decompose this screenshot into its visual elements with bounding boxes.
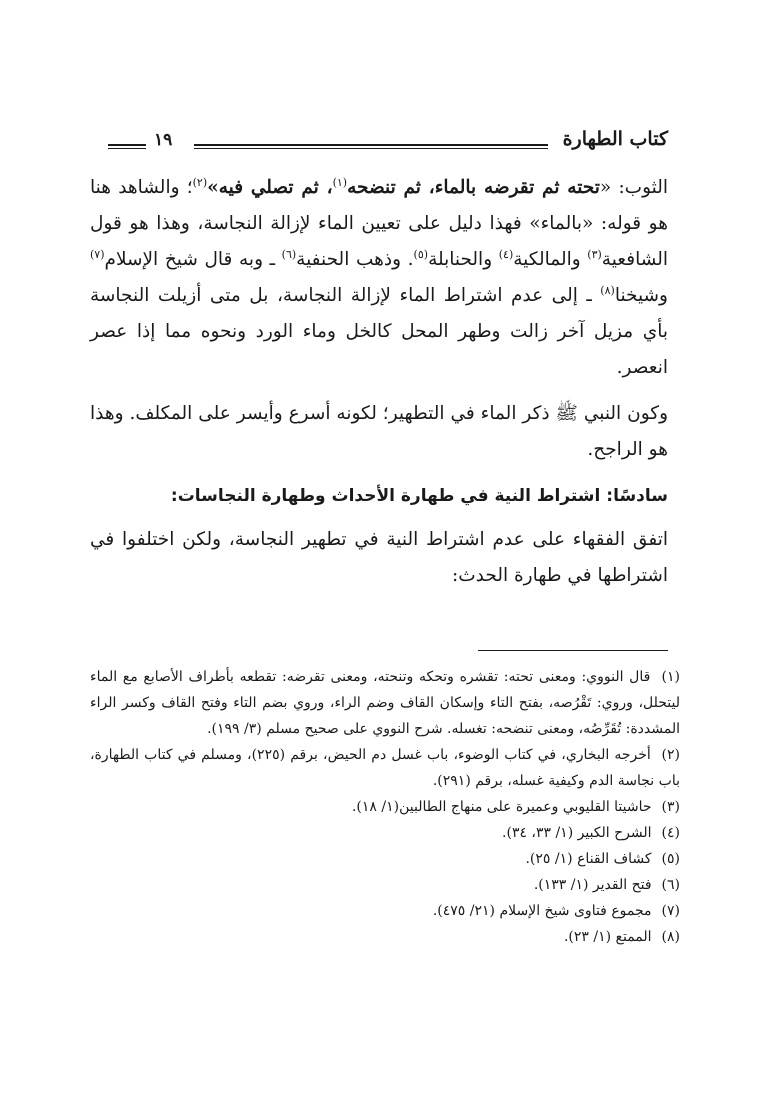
paragraph-3: اتفق الفقهاء على عدم اشتراط النية في تطهير النجاسة، ولكن اختلفوا في اشتراطها في طهارة الحدث:	[90, 529, 668, 586]
paragraph-2: وكون النبي ﷺ ذكر الماء في التطهير؛ لكونه أسرع وأيسر على المكلف. وهذا هو الراجح.	[90, 403, 668, 460]
footnote-ref: (٧)	[90, 247, 105, 261]
text-run: . وذهب الحنفية	[296, 249, 414, 270]
footnote-text: أخرجه البخاري، في كتاب الوضوء، باب غسل دم الحيض، برقم (٢٢٥)، ومسلم في كتاب الطهارة، باب نجاسة الدم وكيفية غسله، برقم (٢٩١).	[90, 747, 680, 789]
footnote	[90, 664, 680, 742]
chapter-title: كتاب الطهارة	[562, 128, 668, 150]
footnote-ref: (٤)	[498, 247, 514, 261]
text-run: ـ وبه قال شيخ الإسلام	[104, 249, 282, 270]
paragraph-1	[90, 170, 668, 386]
footnote	[90, 898, 680, 924]
page-number: ١٩	[154, 130, 173, 150]
text-run: والحنابلة	[428, 249, 499, 270]
text-run: ـ إلى عدم اشتراط الماء لإزالة النجاسة، بل متى أزيلت النجاسة بأي مزيل آخر زالت وطهر المحل كالخل وماء الورد ونحوه مما إذا عصر انعصر.	[90, 285, 668, 378]
footnote	[90, 820, 680, 846]
footnote-ref: (٦)	[281, 247, 297, 261]
footnote-number: (٣)	[661, 799, 680, 815]
section-heading: سادسًا: اشتراط النية في طهارة الأحداث وطهارة النجاسات:	[170, 486, 668, 506]
footnote	[90, 742, 680, 794]
footnote-ref: (٥)	[413, 247, 429, 261]
main-text	[90, 170, 668, 594]
footnote-text: الممتع (١/ ٢٣).	[563, 929, 652, 945]
footnote-text: فتح القدير (١/ ١٣٣).	[533, 877, 652, 893]
text-run: والمالكية	[513, 249, 588, 270]
footnote-number: (٤)	[661, 825, 680, 841]
text-run: ؛ والشاهد هنا هو قوله: «بالماء» فهذا دليل على تعيين الماء لإزالة النجاسة، وهذا هو قول الشافعية	[90, 177, 668, 270]
footnote-number: (٧)	[661, 903, 680, 919]
header-rule-short	[108, 144, 146, 149]
footnote	[90, 846, 680, 872]
footnote-text: كشاف القناع (١/ ٢٥).	[525, 851, 652, 867]
footnote-separator	[478, 650, 668, 651]
footnote-text: مجموع فتاوى شيخ الإسلام (٢١/ ٤٧٥).	[432, 903, 652, 919]
footnote-text: قال النووي: ومعنى تحته: تقشره وتحكه وتنحته، ومعنى تقرضه: تقطعه بأطراف الأصابع مع الماء ليتحلل، وروي: تَقْرُصه، بفتح التاء وإسكان القاف وضم الراء، وروي بضم التاء وفتح القاف وكسر الراء المشددة: تُقَرِّصُه، ومعنى تنضحه: تغسله. شرح النووي على صحيح مسلم (٣/ ١٩٩).	[90, 669, 680, 737]
footnote-number: (٨)	[661, 929, 680, 945]
footnote-number: (٦)	[661, 877, 680, 893]
footnote-ref: (٨)	[600, 283, 615, 297]
footnote-number: (٥)	[661, 851, 680, 867]
header-rule	[194, 144, 548, 149]
footnote-ref: (١)	[332, 175, 348, 189]
text-run: وشيخنا	[614, 285, 668, 306]
footnote-number: (٢)	[661, 747, 681, 763]
footnote-ref: (٢)	[192, 175, 208, 189]
running-header	[108, 128, 668, 168]
footnote	[90, 924, 680, 950]
footnote-text: الشرح الكبير (١/ ٣٣، ٣٤).	[502, 825, 652, 841]
footnotes	[90, 664, 680, 950]
hadith-quote: ، ثم تصلي فيه»	[207, 177, 333, 198]
footnote	[90, 794, 680, 820]
footnote-number: (١)	[661, 669, 680, 685]
footnote-text: حاشيتا القليوبي وعميرة على منهاج الطالبين(١/ ١٨).	[351, 799, 652, 815]
hadith-quote: تحته ثم تقرضه بالماء، ثم تنضحه	[347, 177, 600, 198]
footnote-ref: (٣)	[587, 247, 602, 261]
footnote	[90, 872, 680, 898]
text-run: الثوب: «	[599, 177, 669, 198]
